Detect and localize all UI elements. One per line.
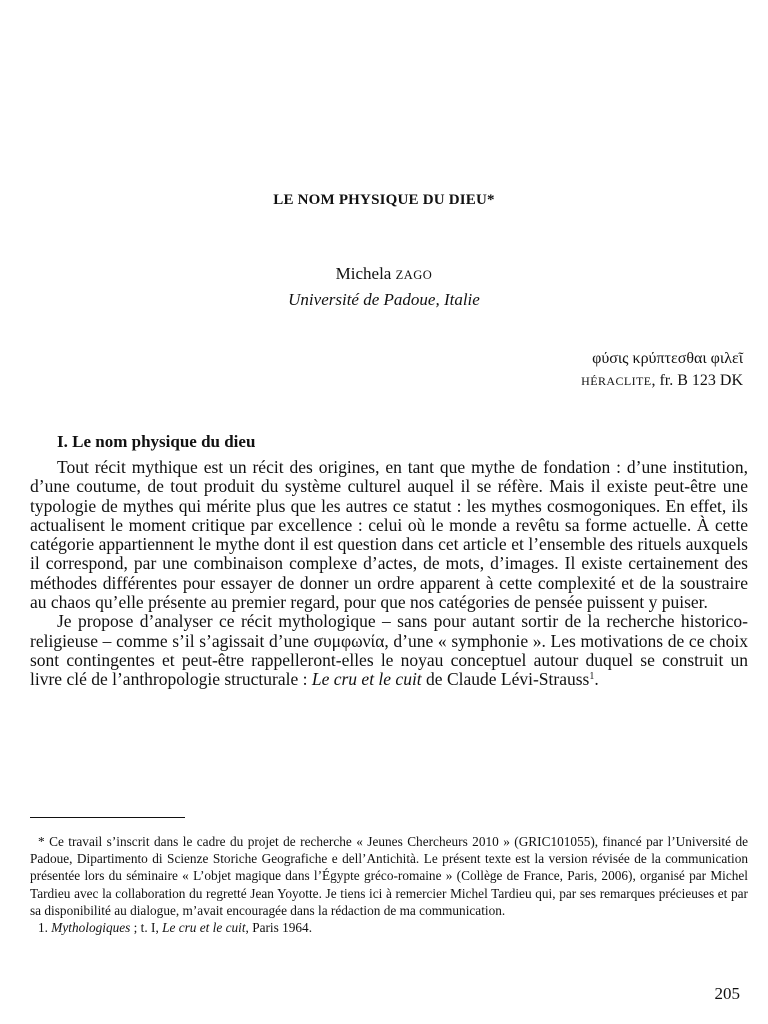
paragraph-1: Tout récit mythique est un récit des origines, en tant que mythe de fondation : d’une institution, d’une coutume, de tout produit du système culturel auquel il se réfère. Mais il existe peut-être une typologie de mythes qui mérite plus que les autres ce statut : les mythes cosmogoniques. En effet, ils actualisent le moment critique par excellence : celui où le monde a revêtu sa forme actuelle. À cette catégorie appartiennent le mythe dont il est question dans cet article et l’ensemble des rituels auxquels il correspond, par une combinaison complexe d’actes, de mots, d’images. Il existe certainement des méthodes différentes pour essayer de donner un ordre apparent à cette complexité et de la soustraire au chaos qu’elle présente au premier regard, pour que nos catégories de pensée puissent y puiser. (30, 457, 748, 613)
paragraph-2 (30, 612, 748, 689)
footnote-1-title2: Le cru et le cuit (162, 920, 246, 936)
epigraph-source-ref: , fr. B 123 DK (651, 372, 743, 389)
author-last-name: ZAGO (395, 268, 433, 282)
footnote-divider (30, 817, 185, 818)
paragraph-2-text: Je propose d’analyser ce récit mythologique – sans pour autant sortir de la recherche historico-religieuse – comme s’il s’agissait d’une συμφωνία, d’une « symphonie ». Les motivations de ce choix sont contingentes et peut-être rappelleront-elles le noyau conceptuel autour duquel se construit un livre clé de l’anthropologie structurale : (30, 611, 748, 690)
epigraph-source (581, 370, 743, 392)
footnotes (30, 833, 748, 936)
paragraph-2-end: de Claude Lévi-Strauss (421, 669, 590, 690)
epigraph-source-name: HÉRACLITE (581, 374, 652, 388)
paragraph-2-period: . (594, 669, 599, 690)
footnote-ref-1[interactable]: 1 (589, 671, 595, 683)
footnote-1-number: 1. (38, 920, 52, 936)
page-number: 205 (714, 984, 740, 1003)
book-title: Le cru et le cuit (311, 669, 422, 690)
author-first-name: Michela (335, 264, 396, 283)
author-affiliation: Université de Padoue, Italie (288, 290, 480, 309)
section-heading: I. Le nom physique du dieu (57, 432, 256, 451)
article-title: LE NOM PHYSIQUE DU DIEU* (273, 192, 495, 208)
epigraph-quote: φύσις κρύπτεσθαι φιλεῖ (592, 350, 743, 367)
footnote-1-mid: ; t. I, (130, 920, 163, 936)
author-name (0, 264, 768, 284)
body-text (30, 458, 748, 690)
epigraph (581, 348, 743, 392)
footnote-1-title: Mythologiques (51, 920, 131, 936)
footnote-1 (30, 919, 748, 936)
footnote-1-end: , Paris 1964. (245, 920, 313, 936)
footnote-star: * Ce travail s’inscrit dans le cadre du projet de recherche « Jeunes Chercheurs 2010 » (GRIC101055), financé par l’Université de Padoue, Dipartimento di Scienze Storiche Geografiche e dell’Antichità. Le présent texte est la version révisée de la communication présentée lors du séminaire « L’objet magique dans l’Égypte gréco-romaine » (Collège de France, Paris, 2006), organisé par Michel Tardieu avec la collaboration du regretté Jean Yoyotte. Je tiens ici à remercier Michel Tardieu qui, par ses remarques précieuses et par sa disponibilité au dialogue, m’avait encouragée dans la rédaction de ma communication. (30, 834, 748, 918)
